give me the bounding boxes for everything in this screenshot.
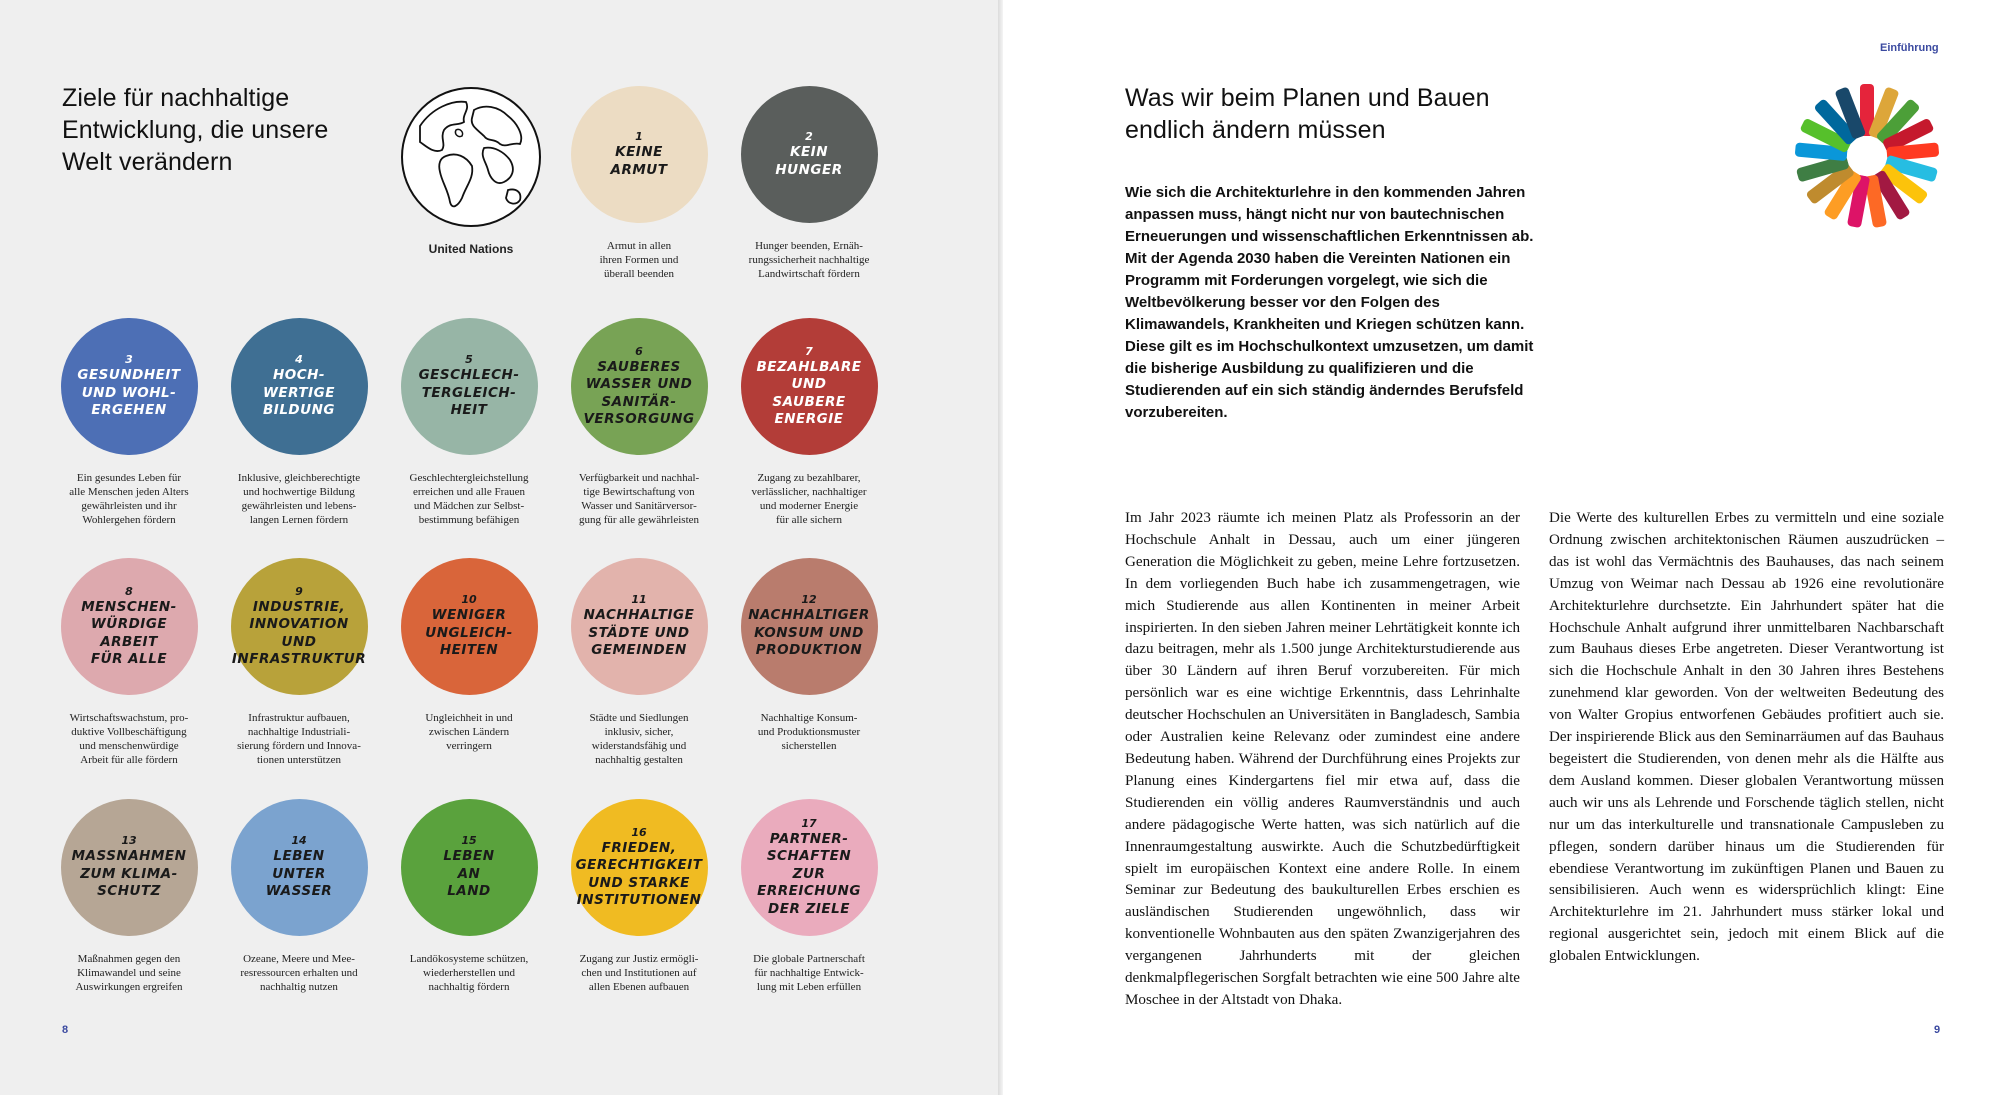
goal-label: WENIGER UNGLEICH- HEITEN	[425, 607, 513, 659]
goal-description: Maßnahmen gegen den Klimawandel und seine Auswirkungen ergreifen	[75, 953, 183, 993]
goal-description: Landökosysteme schützen, wiederherstellen und nachhaltig fördern	[409, 953, 529, 993]
page-number-left: 8	[62, 1024, 69, 1036]
goal-label: NACHHALTIGER KONSUM UND PRODUKTION	[748, 607, 870, 659]
sdg-goal-14	[219, 799, 379, 994]
sdg-goal-16	[559, 799, 719, 994]
wheel-hub	[1847, 136, 1887, 176]
goal-label: GESUNDHEIT UND WOHL- ERGEHEN	[77, 367, 181, 419]
goal-number: 16	[631, 825, 647, 839]
goal-label: LEBEN AN LAND	[443, 848, 495, 900]
sdg-goal-7	[729, 318, 889, 527]
page-number-right: 9	[1934, 1024, 1941, 1036]
sdg-goal-17	[729, 799, 889, 994]
sdg-goal-13	[49, 799, 209, 994]
body-column-1: Im Jahr 2023 räumte ich meinen Platz als Professorin an der Hochschule Anhalt in Dessau, auch um einer jüngeren Generation die Möglichkeit zu geben, meine Lehre fortzusetzen. In dem vorliegenden Buch habe ich zusammengetragen, wie mich Studierende aus allen Kontinenten in meiner Arbeit inspirierten. In den sieben Jahren meiner Lehrtätigkeit konnte ich dazu beitragen, mehr als 1.500 junge Architekturstudierende aus über 30 Ländern auf ihren Beruf vorzubereiten. Für mich persönlich war es eine wichtige Erkenntnis, dass Lehrinhalte deutscher Hochschulen an Universitäten in Bangladesch, Sambia oder Australien keine Relevanz oder zumindest eine andere Bedeutung haben. Während der Durchführung eines Projekts zur Planung eines Kindergartens fiel mir etwa auf, dass die Studierenden ein völlig anderes Raumverständnis und auch andere pädagogische Werte hatten, was sich natürlich auf die Innenraumgestaltung auswirkte. Auch die Schutzbedürftigkeit spielt im europäischen Kontext eine andere Rolle. In einem Seminar zur Bedeutung des baukulturellen Erbes erschien es ausländischen Studierenden ungewöhnlich, dass wir konventionelle Wohnbauten aus den späten Zwanzigerjahren des vergangenen Jahrhunderts mit der gleichen denkmalpflegerischen Sorgfalt betrachten wie eine 500 Jahre alte Moschee in der Altstadt von Dhaka.	[1125, 510, 1520, 1008]
goal-description: Geschlechtergleichstellung erreichen und alle Frauen und Mädchen zur Selbst- bestimmung befähigen	[409, 472, 529, 526]
goal-label: KEINE ARMUT	[610, 144, 668, 178]
right-page-title: Was wir beim Planen und Bauen endlich ändern müssen	[1125, 84, 1490, 144]
goal-label: HOCH- WERTIGE BILDUNG	[263, 367, 335, 419]
goal-circle	[61, 558, 198, 695]
goal-circle	[231, 799, 368, 936]
goal-number: 8	[125, 584, 133, 598]
goal-number: 1	[635, 130, 643, 143]
goal-circle	[571, 799, 708, 936]
goal-description: Infrastruktur aufbauen, nachhaltige Industriali- sierung fördern und Innova- tionen unterstützen	[237, 712, 361, 766]
goal-circle	[741, 318, 878, 455]
goal-description: Städte und Siedlungen inklusiv, sicher, widerstandsfähig und nachhaltig gestalten	[589, 712, 689, 766]
goal-label: PARTNER- SCHAFTEN ZUR ERREICHUNG DER ZIELE	[757, 830, 861, 917]
left-page-title: Ziele für nachhaltige Entwicklung, die unsere Welt verändern	[62, 84, 329, 176]
goal-label: MASSNAHMEN ZUM KLIMA- SCHUTZ	[71, 848, 187, 900]
goal-label: MENSCHEN- WÜRDIGE ARBEIT FÜR ALLE	[81, 598, 177, 667]
goal-number: 15	[461, 834, 477, 848]
goal-circle	[571, 558, 708, 695]
goal-circle	[741, 86, 878, 223]
goal-description: Verfügbarkeit und nachhal- tige Bewirtschaftung von Wasser und Sanitärversor- gung für alle gewährleisten	[578, 472, 700, 526]
sdg-goal-2	[729, 86, 889, 281]
goal-description: Ozeane, Meere und Mee- resressourcen erhalten und nachhaltig nutzen	[240, 953, 358, 993]
sdg-goal-6	[559, 318, 719, 527]
globe-icon	[400, 86, 542, 228]
goal-circle	[741, 558, 878, 695]
goal-label: INDUSTRIE, INNOVATION UND INFRASTRUKTUR	[231, 598, 367, 667]
sdg-goal-5	[389, 318, 549, 527]
goal-description: Armut in allen ihren Formen und überall beenden	[599, 240, 679, 280]
goal-number: 7	[805, 344, 813, 358]
goal-circle	[571, 318, 708, 455]
goal-number: 6	[635, 344, 643, 358]
goal-circle	[401, 558, 538, 695]
goal-circle	[61, 318, 198, 455]
sdg-goal-4	[219, 318, 379, 527]
goal-label: SAUBERES WASSER UND SANITÄR- VERSORGUNG	[583, 358, 695, 427]
goal-circle	[231, 318, 368, 455]
goal-label: KEIN HUNGER	[775, 144, 843, 178]
body-column-2: Die Werte des kulturellen Erbes zu vermitteln und eine soziale Ordnung zwischen architektonischen Räumen auszudrücken – das ist wohl das Vermächtnis des Bauhauses, das nach seinem Umzug von Weimar nach Dessau ab 1926 eine revolutionäre Architekturlehre durchsetzte. Ein Jahrhundert später hat die Hochschule Anhalt aufgrund ihrer unmittelbaren Nachbarschaft zum Bauhaus dieses Erbe angetreten. Dieser Verantwortung ist sich die Hochschule Anhalt in den 30 Jahren ihres Bestehens zunehmend klar geworden. Von der weltweiten Bedeutung des von Walter Gropius entworfenen Gebäudes profitiert auch sie. Der inspirierende Blick aus den Seminarräumen auf das Bauhaus begeistert die Studierenden, von denen mehr als die Hälfte aus dem Ausland kommen. Dieser globalen Verantwortung müssen auch wir uns als Lehrende und Forschende täglich stellen, nicht nur um das interkulturelle und transnationale Campusleben zu pflegen, sondern darüber hinaus um die Studierenden für ebendiese Verantwortung im zukünftigen Planen und Bauen zu sensibilisieren. Auch wenn es widersprüchlich klingt: Eine Architekturlehre im 21. Jahrhundert muss stärker lokal und regional ausgerichtet sein, jedoch mit einem Blick auf die globalen Entwicklungen.	[1549, 510, 1944, 965]
goal-description: Die globale Partnerschaft für nachhaltige Entwick- lung mit Leben erfüllen	[753, 953, 865, 993]
sdg-goal-11	[559, 558, 719, 767]
goal-label: NACHHALTIGE STÄDTE UND GEMEINDEN	[583, 607, 695, 659]
goal-circle	[401, 318, 538, 455]
sdg-wheel-icon	[1793, 82, 1941, 230]
goal-circle	[571, 86, 708, 223]
goal-description: Inklusive, gleichberechtigte und hochwertige Bildung gewährleisten und lebens- langen Lernen fördern	[237, 472, 361, 526]
goal-description: Hunger beenden, Ernäh- rungssicherheit nachhaltige Landwirtschaft fördern	[748, 240, 870, 280]
goal-number: 2	[805, 130, 813, 143]
goal-circle	[61, 799, 198, 936]
un-logo-block	[391, 86, 551, 256]
goal-label: LEBEN UNTER WASSER	[265, 848, 333, 900]
un-caption: United Nations	[428, 242, 514, 256]
goal-label: GESCHLECH- TERGLEICH- HEIT	[418, 367, 520, 419]
goal-description: Zugang zu bezahlbarer, verlässlicher, nachhaltiger und moderner Energie für alle sichern	[751, 472, 867, 526]
goal-label: FRIEDEN, GERECHTIGKEIT UND STARKE INSTITUTIONEN	[575, 839, 703, 908]
goal-description: Nachhaltige Konsum- und Produktionsmuster sicherstellen	[757, 712, 861, 752]
goal-number: 13	[121, 834, 137, 848]
sdg-goal-10	[389, 558, 549, 753]
goal-label: BEZAHLBARE UND SAUBERE ENERGIE	[756, 358, 862, 427]
goal-description: Ein gesundes Leben für alle Menschen jeden Alters gewährleisten und ihr Wohlergehen fördern	[69, 472, 189, 526]
goal-number: 10	[461, 593, 477, 607]
section-label: Einführung	[1880, 42, 1939, 54]
goal-number: 3	[125, 353, 133, 367]
goal-number: 5	[465, 353, 473, 367]
goal-description: Ungleichheit in und zwischen Ländern verringern	[425, 712, 513, 752]
goal-number: 14	[291, 834, 307, 848]
sdg-goal-12	[729, 558, 889, 753]
sdg-goal-8	[49, 558, 209, 767]
goal-number: 9	[295, 584, 303, 598]
goal-description: Zugang zur Justiz ermögli- chen und Institutionen auf allen Ebenen aufbauen	[579, 953, 699, 993]
sdg-goal-15	[389, 799, 549, 994]
goal-circle	[401, 799, 538, 936]
goal-number: 4	[295, 353, 303, 367]
goal-circle	[231, 558, 368, 695]
goal-circle	[741, 799, 878, 936]
goal-number: 11	[631, 593, 647, 607]
sdg-goal-9	[219, 558, 379, 767]
goal-number: 12	[801, 593, 817, 607]
sdg-goal-1	[559, 86, 719, 281]
goal-number: 17	[801, 816, 817, 830]
goal-description: Wirtschaftswachstum, pro- duktive Vollbeschäftigung und menschenwürdige Arbeit für alle fördern	[69, 712, 189, 766]
intro-paragraph: Wie sich die Architekturlehre in den kommenden Jahren anpassen muss, hängt nicht nur von bautechnischen Erneuerungen und wissenschaftlichen Erkenntnissen ab. Mit der Agenda 2030 haben die Vereinten Nationen ein Programm mit Forderungen vorgelegt, wie sich die Weltbevölkerung besser vor den Folgen des Klimawandels, Krankheiten und Kriegen schützen kann. Diese gilt es im Hochschulkontext umzusetzen, um damit die bisherige Ausbildung zu qualifizieren und die Studierenden auf ein sich ständig änderndes Berufsfeld vorzubereiten.	[1125, 184, 1534, 421]
sdg-goal-3	[49, 318, 209, 527]
